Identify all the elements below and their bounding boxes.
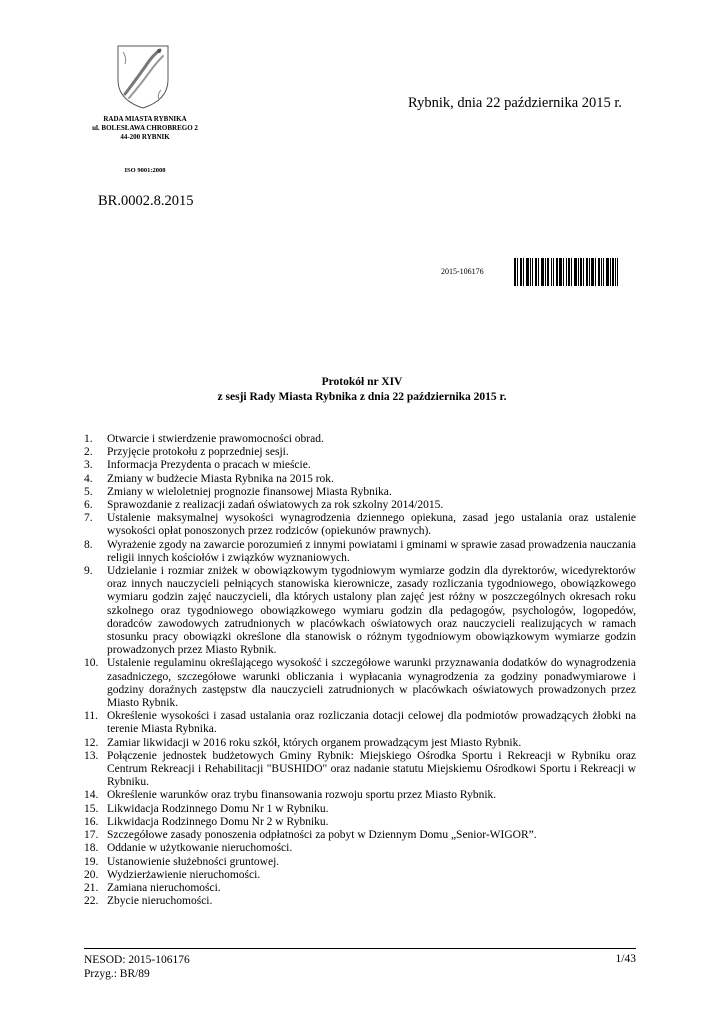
agenda-item [84, 842, 636, 855]
prepared-by: Przyg.: BR/89 [84, 968, 150, 980]
agenda-item [84, 789, 636, 802]
agenda-item [84, 803, 636, 816]
agenda-item [84, 539, 636, 565]
agenda-item [84, 856, 636, 869]
agenda-item-text: Udzielanie i rozmiar zniżek w obowiązkowym tygodniowym wymiarze godzin dla dyrektorów, wicedyrektorów oraz innych nauczycieli pełniących stanowiska kierownicze, zasady rozliczania tygodniowego, obowiązkowego wymiaru godzin zajęć nauczycieli, dla których ustalony plan zajęć jest różny w poszczególnych okresach roku szkolnego oraz tygodniowego obowiązkowego wymiaru godzin dla pedagogów, psychologów, logopedów, doradców zawodowych zatrudnionych w placówkach oświatowych oraz nauczycieli realizujących w ramach stosunku pracy obowiązki określone dla stanowisk o różnym tygodniowym obowiązkowym wymiarze godzin prowadzonych przez Miasto Rybnik. [107, 565, 636, 657]
agenda-item-text: Określenie warunków oraz trybu finansowania rozwoju sportu przez Miasto Rybnik. [107, 789, 497, 802]
agenda-item-number: 20. [84, 868, 99, 881]
agenda-item-number: 11. [84, 710, 98, 723]
agenda-item-text: Likwidacja Rodzinnego Domu Nr 1 w Rybniku. [107, 802, 329, 815]
agenda-item [84, 869, 636, 882]
agenda-item [84, 750, 636, 790]
agenda-item-text: Zamiar likwidacji w 2016 roku szkół, których organem prowadzącym jest Miasto Rybnik. [107, 736, 522, 749]
agenda-item-text: Likwidacja Rodzinnego Domu Nr 2 w Rybniku. [107, 815, 329, 828]
agenda-item-text: Przyjęcie protokołu z poprzedniej sesji. [107, 446, 289, 459]
iso-label: ISO 9001:2008 [124, 167, 166, 174]
page-number: 1/43 [615, 953, 636, 965]
protocol-subtitle: z sesji Rady Miasta Rybnika z dnia 22 października 2015 r. [217, 391, 507, 403]
agenda-item [84, 882, 636, 895]
agenda-item [84, 816, 636, 829]
org-name: RADA MIASTA RYBNIKA [103, 115, 187, 123]
reference-number: BR.0002.8.2015 [98, 193, 194, 209]
agenda-item-text: Sprawozdanie z realizacji zadań oświatowych za rok szkolny 2014/2015. [107, 499, 444, 512]
agenda-item-number: 8. [84, 538, 93, 551]
agenda-item [84, 486, 636, 499]
agenda-item-number: 16. [84, 815, 99, 828]
footer-divider [84, 948, 636, 949]
agenda-item-number: 10. [84, 657, 99, 670]
org-city: 44-200 RYBNIK [120, 133, 170, 141]
agenda-item [84, 446, 636, 459]
agenda-item-number: 6. [84, 499, 93, 512]
agenda-item-text: Zmiany w budżecie Miasta Rybnika na 2015 rok. [107, 472, 334, 485]
agenda-item-number: 7. [84, 512, 93, 525]
agenda-item-text: Szczegółowe zasady ponoszenia odpłatności za pobyt w Dziennym Domu „Senior-WIGOR”. [107, 829, 537, 842]
agenda-item-text: Wyrażenie zgody na zawarcie porozumień z innymi powiatami i gminami w sprawie zasad prowadzenia nauczania religii innych kościołów i związków wyznaniowych. [107, 538, 636, 564]
agenda-item [84, 710, 636, 736]
agenda-item-text: Otwarcie i stwierdzenie prawomocności obrad. [107, 433, 324, 445]
agenda-item [84, 565, 636, 657]
agenda-item-text: Połączenie jednostek budżetowych Gminy Rybnik: Miejskiego Ośrodka Sportu i Rekreacji w Rybniku oraz Centrum Rekreacji i Rehabilitacji "BUSHIDO" oraz nadanie statutu Miejskiemu Ośrodkowi Sportu i Rekreacji w Rybniku. [107, 749, 636, 789]
agenda-item-number: 19. [84, 855, 99, 868]
agenda-item-text: Ustalenie maksymalnej wysokości wynagrodzenia dziennego opiekuna, zasad jego ustalania oraz ustalenie wysokości opłat ponoszonych przez rodziców (opiekunów prawnych). [107, 512, 636, 538]
agenda-item-number: 21. [84, 881, 99, 894]
agenda-item-number: 3. [84, 459, 93, 472]
agenda-item [84, 895, 636, 908]
agenda-item [84, 499, 636, 512]
agenda-item [84, 829, 636, 842]
agenda-item-number: 22. [84, 895, 99, 908]
agenda-item [84, 473, 636, 486]
agenda-item-number: 13. [84, 749, 99, 762]
agenda-item-number: 18. [84, 842, 99, 855]
barcode-icon [514, 258, 618, 286]
agenda-item [84, 433, 636, 446]
agenda-list [84, 433, 636, 908]
footer-info [84, 953, 190, 981]
nesod-number: NESOD: 2015-106176 [84, 954, 190, 966]
org-street: ul. BOLESŁAWA CHROBREGO 2 [92, 124, 198, 132]
agenda-item [84, 657, 636, 710]
agenda-item-number: 17. [84, 829, 99, 842]
agenda-item-text: Zamiana nieruchomości. [107, 881, 221, 894]
agenda-item-text: Informacja Prezydenta o pracach w mieście. [107, 459, 311, 472]
agenda-item-number: 4. [84, 472, 93, 485]
agenda-item-number: 5. [84, 485, 93, 498]
agenda-item-number: 15. [84, 802, 99, 815]
agenda-item-number: 12. [84, 736, 99, 749]
agenda-item-text: Wydzierżawienie nieruchomości. [107, 868, 261, 881]
agenda-item-text: Określenie wysokości i zasad ustalania oraz rozliczania dotacji celowej dla podmiotów prowadzących żłobki na terenie Miasta Rybnika. [107, 710, 636, 736]
agenda-item-text: Oddanie w użytkowanie nieruchomości. [107, 842, 293, 855]
agenda-item-number: 1. [84, 433, 93, 445]
agenda-item-number: 14. [84, 789, 99, 802]
document-date: Rybnik, dnia 22 października 2015 r. [408, 95, 623, 111]
barcode-number: 2015-106176 [441, 267, 484, 276]
agenda-item [84, 459, 636, 472]
agenda-item-number: 9. [84, 565, 93, 578]
agenda-item-text: Zbycie nieruchomości. [107, 895, 213, 908]
agenda-item-text: Zmiany w wieloletniej prognozie finansowej Miasta Rybnika. [107, 485, 392, 498]
coat-of-arms-icon [113, 42, 173, 110]
agenda-item-text: Ustalenie regulaminu określającego wysokość i szczegółowe warunki przyznawania dodatków do wynagrodzenia zasadniczego, szczegółowe warunki obliczania i wypłacania wynagrodzenia za godziny ponadwymiarowe i godziny doraźnych zastępstw dla nauczycieli zatrudnionych w placówkach oświatowych prowadzonych przez Miasto Rybnik. [107, 657, 636, 710]
agenda-item-text: Ustanowienie służebności gruntowej. [107, 855, 280, 868]
agenda-item [84, 737, 636, 750]
agenda-item [84, 512, 636, 538]
agenda-item-number: 2. [84, 446, 93, 459]
protocol-title: Protokół nr XIV [321, 376, 403, 388]
